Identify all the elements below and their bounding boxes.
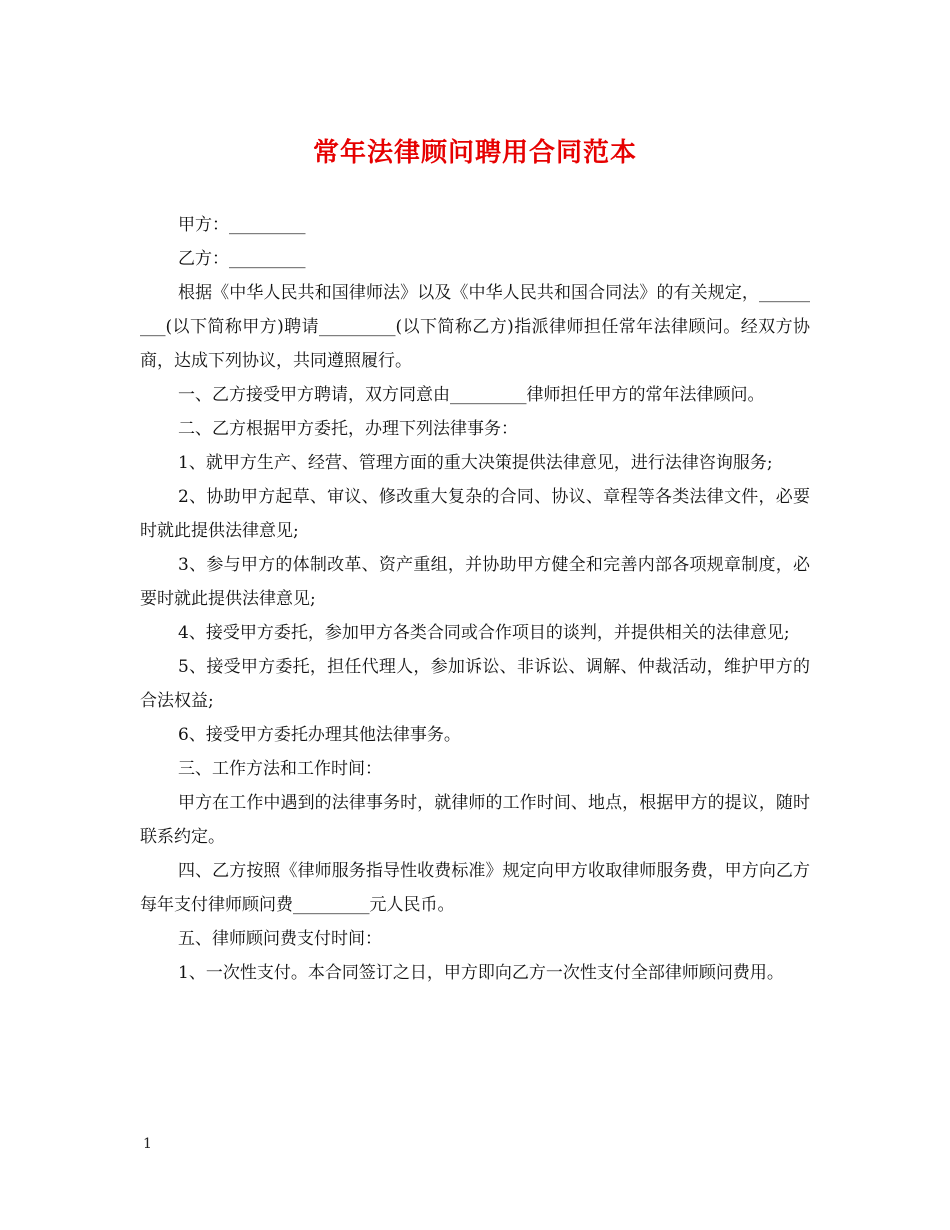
preamble-paragraph: 根据《中华人民共和国律师法》以及《中华人民共和国合同法》的有关规定，_________(以下简称甲方)聘请_________(以下简称乙方)指派律师担任常年法律顾问。经双方协商，达成下列协议，共同遵照履行。 [140,283,810,371]
party-a-line: 甲方：_________ [178,215,306,235]
clause-3-body: 甲方在工作中遇到的法律事务时，就律师的工作时间、地点，根据甲方的提议，随时联系约定。 [140,793,810,847]
party-b-line: 乙方：_________ [178,249,306,269]
clause-1: 一、乙方接受甲方聘请，双方同意由_________律师担任甲方的常年法律顾问。 [178,385,765,405]
clause-2-item-2: 2、协助甲方起草、审议、修改重大复杂的合同、协议、章程等各类法律文件，必要时就此提供法律意见; [140,487,810,541]
page-number: 1 [143,1136,152,1152]
clause-5: 五、律师顾问费支付时间： [178,929,382,949]
clause-2-item-4: 4、接受甲方委托，参加甲方各类合同或合作项目的谈判，并提供相关的法律意见; [178,623,790,643]
clause-5-item-1: 1、一次性支付。本合同签订之日，甲方即向乙方一次性支付全部律师顾问费用。 [178,963,784,983]
clause-2-item-1: 1、就甲方生产、经营、管理方面的重大决策提供法律意见，进行法律咨询服务; [178,453,773,473]
clause-2-item-3: 3、参与甲方的体制改革、资产重组，并协助甲方健全和完善内部各项规章制度，必要时就此提供法律意见; [140,555,810,609]
document-title: 常年法律顾问聘用合同范本 [312,138,637,168]
clause-2: 二、乙方根据甲方委托，办理下列法律事务： [178,419,518,439]
document-body [140,208,810,990]
clause-2-item-6: 6、接受甲方委托办理其他法律事务。 [178,725,461,745]
clause-2-item-5: 5、接受甲方委托，担任代理人，参加诉讼、非诉讼、调解、仲裁活动，维护甲方的合法权益; [140,657,810,711]
clause-4: 四、乙方按照《律师服务指导性收费标准》规定向甲方收取律师服务费，甲方向乙方每年支付律师顾问费_________元人民币。 [140,861,810,915]
clause-3: 三、工作方法和工作时间： [178,759,382,779]
